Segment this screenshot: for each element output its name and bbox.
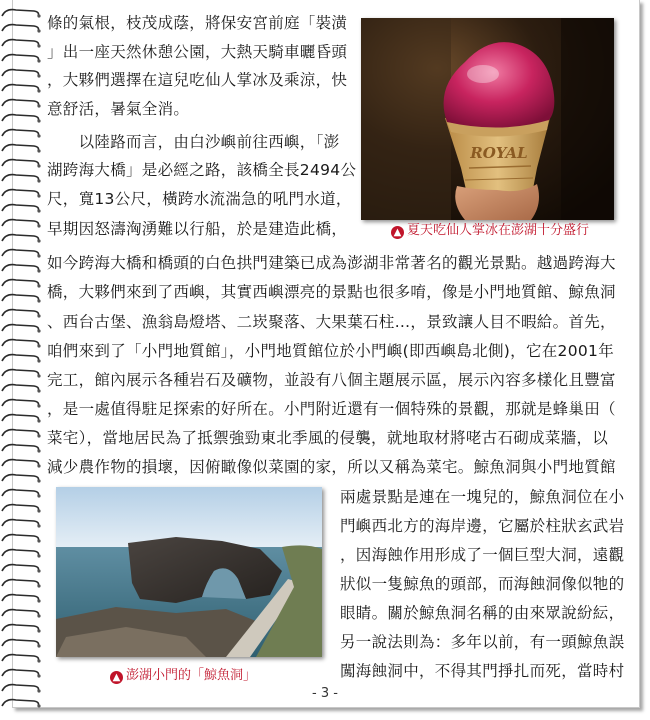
spiral-ring — [2, 385, 39, 391]
text-line: 兩處景點是連在一塊兒的，鯨魚洞位在小 — [340, 488, 625, 506]
binding-hole — [37, 359, 40, 362]
binding-hole — [37, 509, 40, 512]
spiral-ring — [2, 340, 39, 346]
text-line: ，是一處值得駐足探索的好所在。小門附近還有一個特殊的景觀，那就是蜂巢田（ — [47, 400, 616, 418]
binding-hole — [37, 344, 40, 347]
text-line: ，大夥們選擇在這兒吃仙人掌冰及乘涼，快 — [47, 71, 348, 89]
binding-hole — [37, 389, 40, 392]
binding-hole — [37, 599, 40, 602]
spiral-ring — [2, 220, 39, 226]
ice-cream-illustration — [361, 18, 614, 220]
binding-hole — [37, 689, 40, 692]
binding-hole — [37, 44, 40, 47]
text-line: 尺，寬13公尺，橫跨水流湍急的吼門水道， — [47, 190, 352, 208]
cone-brand-text: ROYAL — [470, 144, 528, 162]
binding-hole — [37, 644, 40, 647]
spiral-ring — [2, 655, 39, 661]
spiral-ring — [2, 175, 39, 181]
binding-hole — [37, 254, 40, 257]
spiral-ring — [2, 370, 39, 376]
spiral-ring — [2, 640, 39, 646]
text-line: ，因海蝕作用形成了一個巨型大洞，遠觀 — [340, 546, 625, 564]
text-line: 眼睛。關於鯨魚洞名稱的由來眾說紛紜， — [340, 604, 625, 622]
spiral-ring — [2, 295, 39, 301]
text-line: 減少農作物的損壞，因俯瞰像似菜園的家，所以又稱為菜宅。鯨魚洞與小門地質館 — [47, 458, 616, 476]
text-line: 早期因怒濤洶湧難以行船，於是建造此橋， — [47, 220, 348, 238]
text-line: 意舒活，暑氣全消。 — [47, 100, 190, 118]
spiral-ring — [2, 115, 39, 121]
spiral-ring — [2, 235, 39, 241]
spiral-ring — [2, 85, 39, 91]
binding-hole — [37, 149, 40, 152]
binding-hole — [37, 314, 40, 317]
spiral-ring — [2, 280, 39, 286]
whale-cave-photo — [56, 487, 322, 657]
spiral-ring — [2, 670, 39, 676]
arrow-up-icon: ▲ — [110, 671, 123, 684]
spiral-ring — [2, 595, 39, 601]
spiral-ring — [2, 415, 39, 421]
binding-hole — [37, 584, 40, 587]
spiral-ring — [2, 25, 39, 31]
binding-hole — [37, 104, 40, 107]
text-line: 以陸路而言，由白沙嶼前往西嶼，「澎 — [47, 133, 340, 151]
text-line: 闖海蝕洞中，不得其門掙扎而死，當時村 — [340, 662, 625, 680]
text-line: 咱們來到了「小門地質館」，小門地質館位於小門嶼(即西嶼島北側)，它在2001年 — [47, 342, 614, 360]
binding-hole — [37, 329, 40, 332]
binding-hole — [37, 479, 40, 482]
spiral-ring — [2, 475, 39, 481]
binding-hole — [37, 119, 40, 122]
spiral-binding — [0, 0, 46, 720]
binding-hole — [37, 164, 40, 167]
spiral-ring — [2, 535, 39, 541]
spiral-ring — [2, 160, 39, 166]
text-line: 湖跨海大橋」是必經之路，該橋全長2494公 — [47, 161, 357, 179]
arrow-up-icon: ▲ — [391, 226, 404, 239]
binding-hole — [37, 134, 40, 137]
binding-hole — [37, 89, 40, 92]
ice-cream-caption — [391, 222, 589, 240]
ice-cream-photo — [361, 18, 614, 220]
binding-hole — [37, 194, 40, 197]
binding-hole — [37, 404, 40, 407]
spiral-ring — [2, 460, 39, 466]
spiral-ring — [2, 310, 39, 316]
spiral-ring — [2, 205, 39, 211]
spiral-ring — [2, 325, 39, 331]
whale-cave-caption — [110, 667, 256, 685]
spiral-ring — [2, 400, 39, 406]
text-line: 如今跨海大橋和橋頭的白色拱門建築已成為澎湖非常著名的觀光景點。越過跨海大 — [47, 254, 616, 272]
spiral-ring — [2, 190, 39, 196]
binding-hole — [37, 374, 40, 377]
binding-hole — [37, 269, 40, 272]
spiral-ring — [2, 70, 39, 76]
binding-hole — [37, 14, 40, 17]
spiral-ring — [2, 55, 39, 61]
binding-hole — [37, 659, 40, 662]
spiral-ring — [2, 145, 39, 151]
spiral-ring — [2, 505, 39, 511]
binding-hole — [37, 704, 40, 707]
text-line: 條的氣根，枝茂成蔭，將保安宮前庭「裝潢 — [47, 14, 348, 32]
binding-hole — [37, 449, 40, 452]
binding-hole — [37, 569, 40, 572]
binding-hole — [37, 464, 40, 467]
spiral-ring — [2, 685, 39, 691]
binding-hole — [37, 524, 40, 527]
whale-cave-illustration — [56, 487, 322, 657]
spiral-ring — [2, 520, 39, 526]
binding-hole — [37, 224, 40, 227]
binding-hole — [37, 494, 40, 497]
text-line: 、西台古堡、漁翁島燈塔、二崁聚落、大果葉石柱…，景致讓人目不暇給。首先， — [47, 313, 616, 331]
binding-hole — [37, 434, 40, 437]
text-line: 」出一座天然休憩公園，大熱天騎車曬昏頭 — [47, 43, 348, 61]
binding-hole — [37, 59, 40, 62]
spiral-ring — [2, 490, 39, 496]
spiral-ring — [2, 550, 39, 556]
binding-hole — [37, 29, 40, 32]
spiral-ring — [2, 445, 39, 451]
binding-hole — [37, 299, 40, 302]
binding-hole — [37, 629, 40, 632]
text-line: 完工，館內展示各種岩石及礦物，並設有八個主題展示區，展示內容多樣化且豐富 — [47, 371, 616, 389]
text-line: 菜宅），當地居民為了抵禦強勁東北季風的侵襲，就地取材將咾古石砌成菜牆，以 — [47, 429, 609, 447]
page-number: - 3 - — [312, 686, 338, 701]
caption-text: 夏天吃仙人掌冰在澎湖十分盛行 — [407, 223, 590, 238]
spiral-ring — [2, 130, 39, 136]
binding-hole — [37, 284, 40, 287]
text-line: 門嶼西北方的海岸邊，它屬於柱狀玄武岩 — [340, 517, 625, 535]
spiral-ring — [2, 10, 39, 16]
binding-hole — [37, 74, 40, 77]
binding-hole — [37, 239, 40, 242]
spiral-ring — [2, 700, 39, 706]
spiral-ring — [2, 100, 39, 106]
binding-hole — [37, 554, 40, 557]
spiral-ring — [2, 625, 39, 631]
spiral-ring — [2, 40, 39, 46]
text-line: 另一說法則為：多年以前，有一頭鯨魚誤 — [340, 633, 625, 651]
spiral-ring — [2, 265, 39, 271]
spiral-ring — [2, 580, 39, 586]
binding-hole — [37, 614, 40, 617]
text-line: 狀似一隻鯨魚的頭部，而海蝕洞像似牠的 — [340, 575, 625, 593]
binding-hole — [37, 539, 40, 542]
text-line: 橋，大夥們來到了西嶼，其實西嶼漂亮的景點也很多唷，像是小門地質館、鯨魚洞 — [47, 283, 616, 301]
spiral-ring — [2, 250, 39, 256]
binding-hole — [37, 179, 40, 182]
spiral-ring — [2, 430, 39, 436]
spiral-ring — [2, 355, 39, 361]
binding-hole — [37, 209, 40, 212]
binding-hole — [37, 419, 40, 422]
spiral-ring — [2, 565, 39, 571]
spiral-ring — [2, 610, 39, 616]
caption-text: 澎湖小門的「鯨魚洞」 — [126, 668, 257, 683]
binding-hole — [37, 674, 40, 677]
